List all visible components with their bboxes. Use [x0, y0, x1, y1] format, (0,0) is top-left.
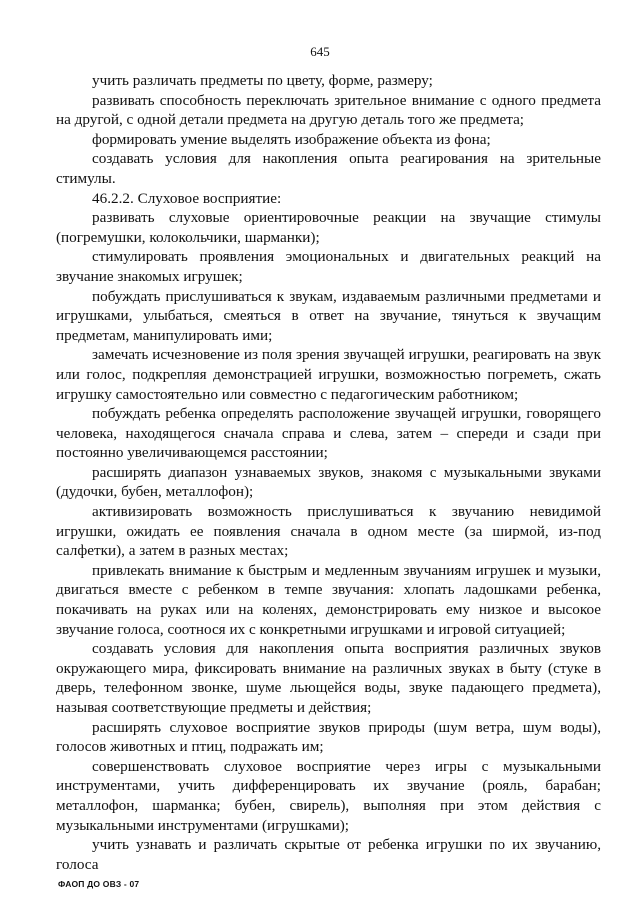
paragraph: создавать условия для накопления опыта восприятия различных звуков окружающего мира, фиксировать внимание на различных звуках в быту (стуке в дверь, телефонном звонке, шуме льющейся воды, звуке падающего предмета), называя соответствующие предметы и действия;	[56, 640, 601, 716]
document-footer: ФАОП ДО ОВЗ - 07	[58, 879, 140, 889]
paragraph: учить различать предметы по цвету, форме, размеру;	[92, 72, 433, 89]
paragraph: побуждать ребенка определять расположение звучащей игрушки, говорящего человека, находящегося сначала справа и слева, затем – спереди и сзади при постоянно увеличивающемся расстоянии;	[56, 405, 601, 462]
section-heading: 46.2.2. Слуховое восприятие:	[92, 189, 282, 207]
paragraph: замечать исчезновение из поля зрения звучащей игрушки, реагировать на звук или голос, подкрепляя демонстрацией игрушки, возможностью погреметь, сжать игрушку самостоятельно или совместно с педагогическим работником;	[56, 346, 601, 403]
paragraph: развивать способность переключать зрительное внимание с одного предмета на другой, с одной детали предмета на другую деталь того же предмета;	[56, 91, 601, 129]
paragraph: расширять слуховое восприятие звуков природы (шум ветра, шум воды), голосов животных и птиц, подражать им;	[56, 718, 601, 756]
paragraph: расширять диапазон узнаваемых звуков, знакомя с музыкальными звуками (дудочки, бубен, металлофон);	[56, 463, 601, 501]
paragraph: привлекать внимание к быстрым и медленным звучаниям игрушек и музыки, двигаться вместе с ребенком в темпе звучания: хлопать ладошками ребенка, покачивать на руках или на коленях, демонстрировать ему низкое и высокое звучание голоса, соотнося их с конкретными игрушками и игровой ситуацией;	[56, 561, 601, 638]
paragraph: развивать слуховые ориентировочные реакции на звучащие стимулы (погремушки, колокольчики, шарманки);	[56, 209, 601, 246]
page-number: 645	[310, 44, 330, 59]
paragraph: создавать условия для накопления опыта реагирования на зрительные стимулы.	[56, 150, 601, 187]
paragraph: побуждать прислушиваться к звукам, издаваемым различными предметами и игрушками, улыбаться, смеяться в ответ на звучание, тянуться к звучащим предметам, манипулировать ими;	[56, 287, 601, 344]
document-body	[56, 71, 601, 874]
paragraph: совершенствовать слуховое восприятие через игры с музыкальными инструментами, учить дифференцировать их звучание (рояль, барабан; металлофон, шарманка; бубен, свирель), выполняя при этом действия с музыкальными инструментами (игрушками);	[56, 757, 601, 834]
paragraph: активизировать возможность прислушиваться к звучанию невидимой игрушки, ожидать ее появления сначала в одном месте (за ширмой, из-под салфетки), а затем в разных местах;	[56, 503, 601, 560]
paragraph: формировать умение выделять изображение объекта из фона;	[92, 130, 491, 148]
paragraph: учить узнавать и различать скрытые от ребенка игрушки по их звучанию, голоса	[56, 836, 601, 873]
paragraph: стимулировать проявления эмоциональных и двигательных реакций на звучание знакомых игрушек;	[56, 248, 601, 285]
